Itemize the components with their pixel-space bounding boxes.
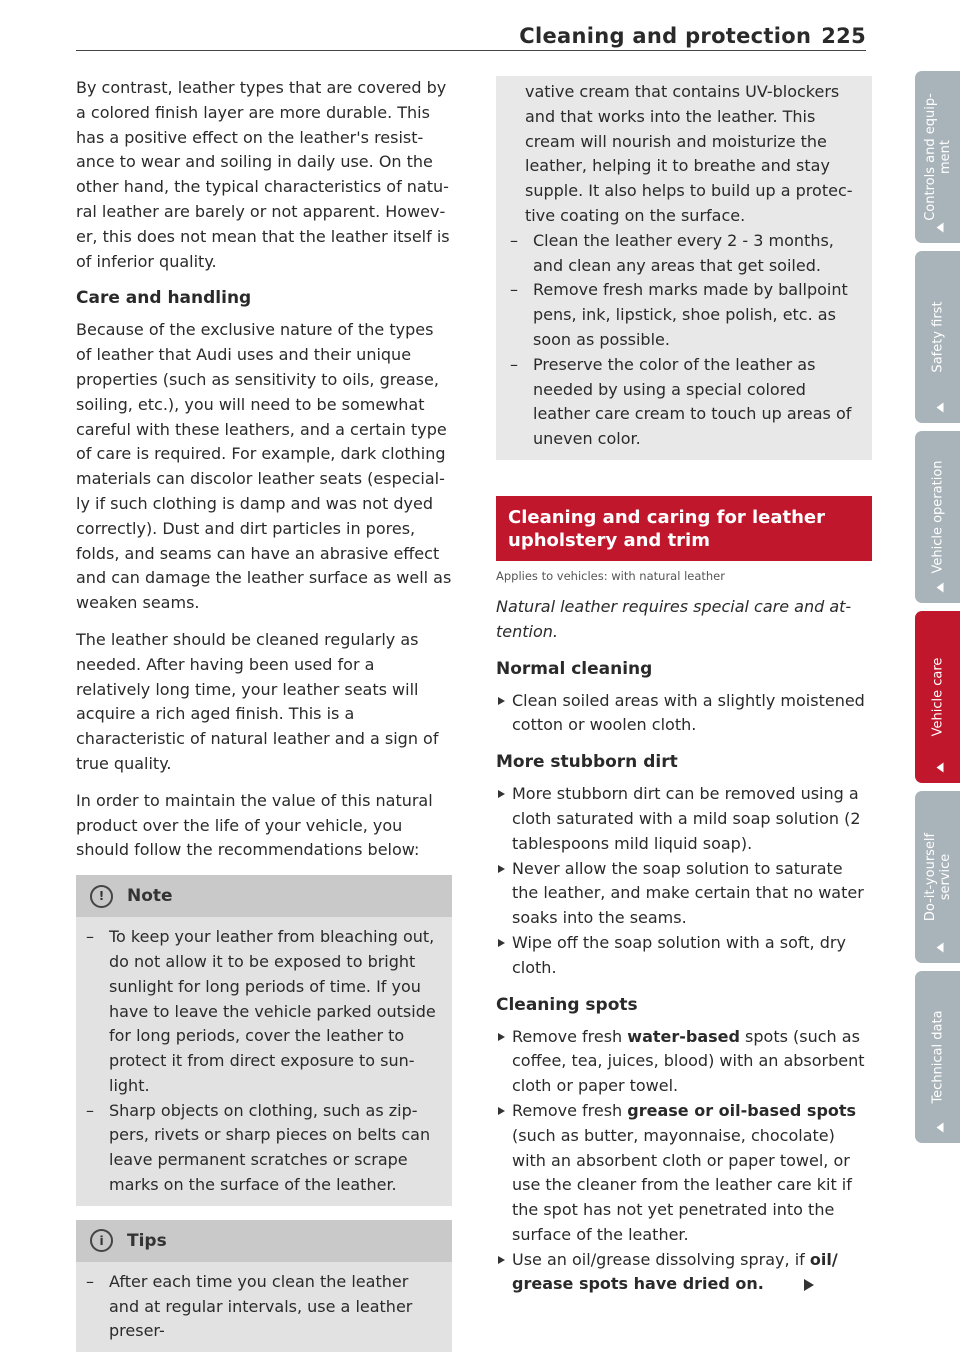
running-head <box>519 24 866 48</box>
tab-label: Vehicle care <box>930 657 945 737</box>
tab-marker-icon <box>937 763 944 773</box>
tips-header <box>76 1220 452 1262</box>
instruction-item: Remove fresh water-based spots (such as coffee, tea, juices, blood) with an absorbent cloth or paper towel. <box>496 1025 872 1099</box>
header-rule <box>76 50 866 51</box>
page-number: 225 <box>821 24 866 48</box>
tab-label: Vehicle operation <box>930 460 945 574</box>
section-title: Cleaning and protection <box>519 24 812 48</box>
tab-safety-first[interactable] <box>915 251 960 423</box>
tips-item: – Clean the leather every 2 - 3 months, and clean any areas that get soiled. <box>510 229 858 279</box>
tab-marker-icon <box>937 223 944 233</box>
instruction-item: Wipe off the soap solution with a soft, dry cloth. <box>496 931 872 981</box>
heading-normal-cleaning: Normal cleaning <box>496 658 653 679</box>
continue-arrow-icon <box>804 1279 814 1291</box>
tips-title: Tips <box>127 1230 167 1251</box>
tab-do-it-yourself[interactable] <box>915 791 960 963</box>
tab-marker-icon <box>937 943 944 953</box>
paragraph: By contrast, leather types that are covered by a colored finish layer are more durable. This has a positive effect on the leather's resistance to wear and soiling in daily use. On the other hand, the typical characteristics of natural leather are barely or not apparent. However, this does not mean that the leather itself is of inferior quality. <box>76 78 450 271</box>
paragraph: In order to maintain the value of this natural product over the life of your vehicle, you should follow the recommendations below: <box>76 790 433 860</box>
note-box <box>76 875 452 1206</box>
tab-controls-equipment[interactable] <box>915 71 960 243</box>
tab-marker-icon <box>937 583 944 593</box>
instruction-item: Remove fresh grease or oil-based spots (such as butter, mayonnaise, chocolate) with an absorbent cloth or paper towel, or use the cleaner from the leather care kit if the spot has not yet penetrated into the surface of the leather. <box>496 1099 872 1248</box>
exclamation-icon: ! <box>90 885 113 908</box>
section-heading: Cleaning and caring for leather upholstery and trim <box>496 496 872 561</box>
tips-box-continued <box>496 76 872 460</box>
note-title: Note <box>127 886 173 907</box>
paragraph: The leather should be cleaned regularly as needed. After having been used for a relatively long time, your leather seats will acquire a rich aged finish. This is a characteristic of natural leather and a sign of true quality. <box>76 629 439 773</box>
instruction-item: More stubborn dirt can be removed using a cloth saturated with a mild soap solution (2 tablespoons mild liquid soap). <box>496 782 872 856</box>
tab-label: Safety first <box>930 301 945 373</box>
tab-marker-icon <box>937 403 944 413</box>
tips-item: – Remove fresh marks made by ballpoint pens, ink, lipstick, shoe polish, etc. as soon as possible. <box>510 278 858 352</box>
tips-item: – Preserve the color of the leather as needed by using a special colored leather care cream to touch up areas of uneven color. <box>510 353 858 452</box>
tips-box <box>76 1220 452 1352</box>
paragraph: Because of the exclusive nature of the types of leather that Audi uses and their unique properties (such as sensitivity to oils, grease, soiling, etc.), you will need to be somewhat careful with these leathers, and a certain type of care is required. For example, dark clothing materials can discolor leather seats (especially if such clothing is damp and was not dyed correctly). Dust and dirt particles in pores, folds, and seams can have an abrasive effect and can damage the leather surface as well as weaken seams. <box>76 320 452 613</box>
intro-text: Natural leather requires special care and attention. <box>496 596 852 641</box>
instruction-item: Clean soiled areas with a slightly moistened cotton or woolen cloth. <box>496 689 872 739</box>
note-header <box>76 875 452 917</box>
note-item: – To keep your leather from bleaching out, do not allow it to be exposed to bright sunlight for long periods of time. If you have to leave the vehicle parked outside for long periods, cover the leather to protect it from direct exposure to sunlight. <box>86 925 440 1099</box>
heading-cleaning-spots: Cleaning spots <box>496 994 638 1015</box>
tab-vehicle-operation[interactable] <box>915 431 960 603</box>
heading-care-handling: Care and handling <box>76 288 252 309</box>
instruction-item: Never allow the soap solution to saturate the leather, and make certain that no water soaks into the seams. <box>496 857 872 931</box>
tips-item-continued: vative cream that contains UV-blockers and that works into the leather. This cream will nourish and moisturize the leather, helping it to breathe and stay supple. It also helps to build up a protective coating on the surface. <box>525 82 853 225</box>
instruction-item: Use an oil/grease dissolving spray, if oil/ grease spots have dried on. <box>496 1248 872 1298</box>
heading-stubborn-dirt: More stubborn dirt <box>496 752 678 773</box>
tab-marker-icon <box>937 1123 944 1133</box>
note-item: – Sharp objects on clothing, such as zippers, rivets or sharp pieces on belts can leave permanent scratches or scrape marks on the surface of the leather. <box>86 1099 440 1198</box>
tab-vehicle-care[interactable] <box>915 611 960 783</box>
left-column <box>76 76 452 1364</box>
tab-technical-data[interactable] <box>915 971 960 1143</box>
tab-label: Controls and equip- ment <box>922 93 953 221</box>
tab-label: Technical data <box>930 1010 945 1104</box>
tab-label: Do-it-yourself service <box>922 832 953 922</box>
applies-to: Applies to vehicles: with natural leather <box>496 568 725 583</box>
tips-item: – After each time you clean the leather and at regular intervals, use a leather preser- <box>86 1270 440 1344</box>
right-column <box>496 76 872 1305</box>
info-icon: i <box>90 1229 113 1252</box>
